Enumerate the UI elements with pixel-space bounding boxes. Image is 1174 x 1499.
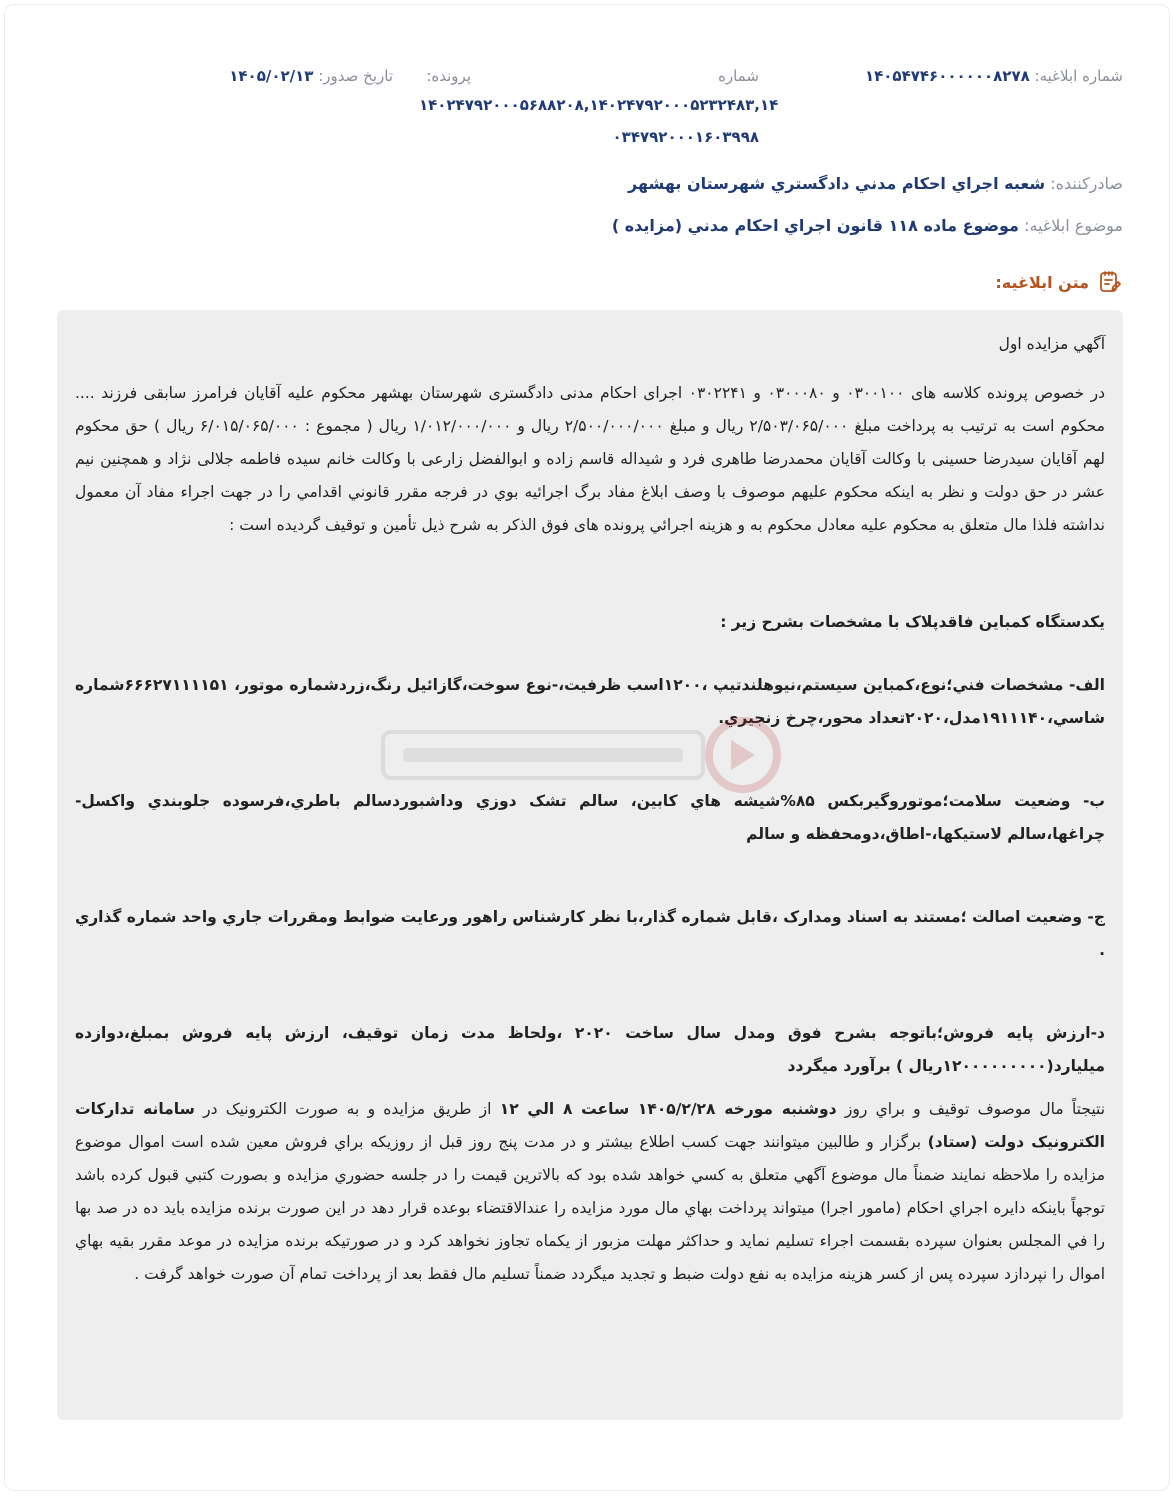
issuer	[628, 167, 1123, 201]
item-title: يکدستگاه کمباين فاقدپلاک با مشخصات بشرح زير :	[720, 613, 1105, 631]
file-label: پرونده:	[426, 67, 471, 85]
file-numbers	[419, 89, 779, 153]
notice-number-label: شماره ابلاغيه:	[1034, 67, 1123, 85]
intro-paragraph: در خصوص پرونده کلاسه های ۰۳۰۰۱۰۰ و ۰۳۰۰۰۸۰ و ۰۳۰۲۲۴۱ اجرای احکام مدنی دادگستری شهرستان بهشهر محکوم علیه آقایان فرامرز سابقی فرزند .... محکوم است به ترتیب به پرداخت مبلغ ۲/۵۰۳/۰۶۵/۰۰۰ ریال و مبلغ ۲/۵۰۰/۰۰۰/۰۰۰ ریال و ۱/۰۱۲/۰۰۰/۰۰۰ ریال ( مجموع : ۶/۰۱۵/۰۶۵/۰۰۰ ریال ) حق محکوم لهم آقایان سیدرضا حسینی با وکالت آقایان محمدرضا طاهری فرد و شیداله قاسم زاده و ابوالفضل زارعی با وکالت خانم سیده فاطمه جلالی نژاد و همچنین نیم عشر در حق دولت و نظر به اینکه محکوم علیهم موصوف با وصف ابلاغ مفاد برگ اجرائيه بوي در فرجه مقرر قانوني اقدامي را در جهت اجراء مفاد آن معمول نداشته فلذا مال متعلق به محکوم عليه معادل محکوم به و هزينه اجرائي پرونده های فوق الذکر به شرح ذيل تأمين و توقيف گرديده است :	[75, 384, 1106, 534]
file-number-line: ۱۴۰۲۴۷۹۲۰۰۰۵۶۸۸۲۰۸,۱۴۰۲۴۷۹۲۰۰۰۵۲۳۲۴۸۳,۱۴	[419, 96, 779, 114]
auction-date: دوشنبه مورخه ۱۴۰۵/۲/۲۸ ساعت ۸ الي ۱۲	[499, 1100, 837, 1118]
notice-number-value: ۱۴۰۵۴۷۴۶۰۰۰۰۰۰۸۲۷۸	[864, 67, 1030, 85]
notice-number	[865, 59, 1123, 93]
subject-value: موضوع ماده ۱۱۸ قانون اجراي احکام مدني (مزايده )	[611, 216, 1019, 235]
issue-date-label: تاريخ صدور:	[318, 67, 393, 85]
issuer-label: صادرکننده:	[1050, 174, 1123, 193]
document-edit-icon	[1097, 269, 1123, 295]
notice-page	[4, 4, 1170, 1491]
issue-date	[229, 59, 393, 93]
item-condition: ب- وضعيت سلامت؛موتوروگيربکس ۸۵%شيشه هاي کابين، سالم تشک دوزي وداشبوردسالم باطري،فرسوده جلوبندي واکسل-چراغها،سالم لاستيکها،-اطاق،دومحفظه و سالم	[75, 792, 1105, 843]
item-base-value: د-ارزش پايه فروش؛باتوجه بشرح فوق ومدل سال ساخت ۲۰۲۰ ،ولحاظ مدت زمان توقيف، ارزش پايه فروش بمبلغ،دوازده ميليارد(۱۲۰۰۰۰۰۰۰۰۰ريال ) برآورد ميگردد	[75, 1024, 1105, 1075]
file-number-line: ۰۳۴۷۹۲۰۰۰۱۶۰۳۹۹۸	[612, 128, 759, 146]
subject	[612, 209, 1123, 243]
final-paragraph: نتيجتاً مال موصوف توقيف و براي روز دوشنبه مورخه ۱۴۰۵/۲/۲۸ ساعت ۸ الي ۱۲ از طريق مزايده و به صورت الکترونيک در سامانه تدارکات الکترونيک دولت (ستاد) برگزار و طالبين ميتوانند جهت کسب اطلاع بيشتر و در مدت پنج روز قبل از روزيکه براي فروش معين شده است اموال موضوع مزايده را ملاحظه نمايند ضمناً مال موضوع آگهي متعلق به کسي خواهد شده بود که بالاترين قيمت را در جلسه حضوري مزايده و بصورت کتبي قبول کرده باشد توجهاً باينکه دايره اجراي احکام (مامور اجرا) ميتواند پرداخت بهاي مال مورد مزايده را عندالاقتضاء بوعده قرار دهد در اين صورت برنده مزايده بايد ده در صد بها را في المجلس بعنوان سپرده بقسمت اجراء تسليم نمايد و حداکثر مهلت مزبور از يکماه تجاوز نخواهد کرد و در صورتيکه برنده مزايده در موعد مقرر بقيه بهاي اموال را نپردازد سپرده پس از کسر هزينه مزايده به نفع دولت ضبط و تجديد ميگردد ضمناً تسليم مال فقط بعد از پرداخت تمام آن صورت خواهد گرفت .	[75, 1100, 1106, 1283]
notice-meta	[51, 59, 1123, 159]
item-specs: الف- مشخصات فني؛نوع،کمباين سيستم،نيوهلندتيپ ،۱۲۰۰اسب ظرفيت،-نوع سوخت،گازائيل رنگ،زردشماره موتور، ۶۶۶۲۷۱۱۱۱۵۱شماره شاسي،۱۹۱۱۱۴۰مدل،۲۰۲۰تعداد محور،چرخ زنجيري.	[75, 676, 1105, 727]
item-authenticity: ج- وضعيت اصالت ؛مستند به اسناد ومدارک ،قابل شماره گذار،با نظر کارشناس راهور ورعايت ضوابط ومقررات جاري واحد شماره گذاري .	[75, 908, 1105, 959]
issue-date-value: ۱۴۰۵/۰۲/۱۳	[229, 67, 314, 85]
subject-label: موضوع ابلاغيه:	[1024, 216, 1123, 235]
number-label: شماره	[718, 67, 759, 85]
auction-system: سامانه تدارکات الکترونيک دولت (ستاد)	[75, 1100, 1105, 1151]
issuer-value: شعبه اجراي احکام مدني دادگستري شهرستان بهشهر	[628, 174, 1046, 193]
section-title: متن ابلاغيه:	[995, 272, 1089, 292]
notice-body	[57, 310, 1123, 1420]
auction-title: آگهي مزايده اول	[998, 335, 1105, 353]
section-header	[995, 269, 1123, 295]
